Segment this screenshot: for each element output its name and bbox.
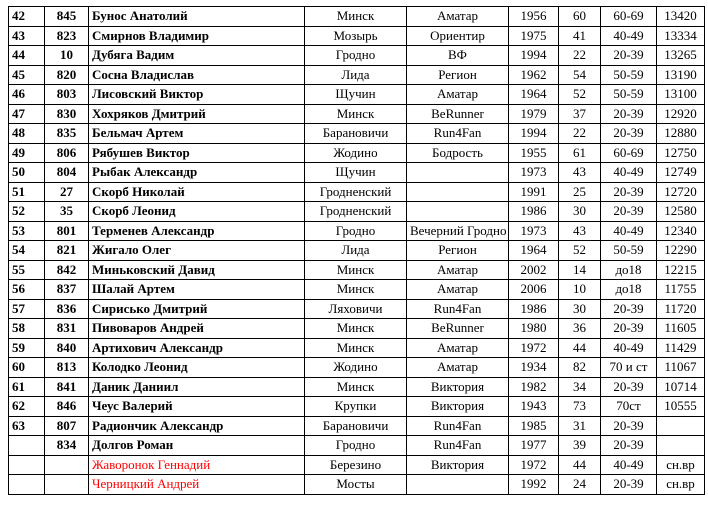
city-cell: Гродненский: [305, 202, 407, 222]
birth-year-cell: 1994: [509, 124, 559, 144]
bib-cell: 801: [45, 221, 89, 241]
club-cell: Run4Fan: [407, 124, 509, 144]
city-cell: Минск: [305, 319, 407, 339]
place-cell: 62: [9, 397, 45, 417]
birth-year-cell: 1973: [509, 163, 559, 183]
club-cell: [407, 202, 509, 222]
age-group-cell: до18: [601, 280, 657, 300]
points-cell: 12920: [657, 104, 705, 124]
birth-year-cell: 2002: [509, 260, 559, 280]
birth-year-cell: 1956: [509, 7, 559, 27]
city-cell: Ляховичи: [305, 299, 407, 319]
city-cell: Щучин: [305, 85, 407, 105]
table-row: [9, 299, 705, 319]
birth-year-cell: 1977: [509, 436, 559, 456]
athlete-name-cell: Жаворонок Геннадий: [89, 455, 305, 475]
birth-year-cell: 1964: [509, 241, 559, 261]
place-cell: 50: [9, 163, 45, 183]
athlete-name-cell: Скорб Леонид: [89, 202, 305, 222]
bib-cell: 823: [45, 26, 89, 46]
place-cell: 52: [9, 202, 45, 222]
age-cell: 61: [559, 143, 601, 163]
age-cell: 73: [559, 397, 601, 417]
bib-cell: 35: [45, 202, 89, 222]
birth-year-cell: 1943: [509, 397, 559, 417]
points-cell: 12290: [657, 241, 705, 261]
club-cell: Бодрость: [407, 143, 509, 163]
birth-year-cell: 1985: [509, 416, 559, 436]
points-cell: 11067: [657, 358, 705, 378]
age-group-cell: 40-49: [601, 26, 657, 46]
club-cell: Аматар: [407, 280, 509, 300]
city-cell: Барановичи: [305, 124, 407, 144]
points-cell: сн.вр: [657, 475, 705, 495]
athlete-name-cell: Колодко Леонид: [89, 358, 305, 378]
place-cell: 51: [9, 182, 45, 202]
bib-cell: 840: [45, 338, 89, 358]
birth-year-cell: 1979: [509, 104, 559, 124]
birth-year-cell: 1964: [509, 85, 559, 105]
city-cell: Мосты: [305, 475, 407, 495]
age-group-cell: 20-39: [601, 182, 657, 202]
bib-cell: 831: [45, 319, 89, 339]
age-cell: 24: [559, 475, 601, 495]
place-cell: 48: [9, 124, 45, 144]
club-cell: Регион: [407, 65, 509, 85]
age-group-cell: 20-39: [601, 319, 657, 339]
birth-year-cell: 2006: [509, 280, 559, 300]
place-cell: 55: [9, 260, 45, 280]
age-cell: 43: [559, 221, 601, 241]
points-cell: 11720: [657, 299, 705, 319]
city-cell: Гродно: [305, 221, 407, 241]
age-group-cell: 50-59: [601, 241, 657, 261]
city-cell: Лида: [305, 65, 407, 85]
table-row: [9, 358, 705, 378]
place-cell: 47: [9, 104, 45, 124]
age-cell: 82: [559, 358, 601, 378]
club-cell: Ориентир: [407, 26, 509, 46]
age-cell: 41: [559, 26, 601, 46]
points-cell: [657, 436, 705, 456]
athlete-name-cell: Скорб Николай: [89, 182, 305, 202]
birth-year-cell: 1992: [509, 475, 559, 495]
club-cell: BeRunner: [407, 104, 509, 124]
athlete-name-cell: Жигало Олег: [89, 241, 305, 261]
bib-cell: 830: [45, 104, 89, 124]
athlete-name-cell: Черницкий Андрей: [89, 475, 305, 495]
bib-cell: [45, 455, 89, 475]
club-cell: Виктория: [407, 397, 509, 417]
age-group-cell: 20-39: [601, 202, 657, 222]
points-cell: 12340: [657, 221, 705, 241]
athlete-name-cell: Сирисько Дмитрий: [89, 299, 305, 319]
city-cell: Гродно: [305, 436, 407, 456]
city-cell: Минск: [305, 7, 407, 27]
birth-year-cell: 1975: [509, 26, 559, 46]
club-cell: BeRunner: [407, 319, 509, 339]
age-cell: 30: [559, 299, 601, 319]
club-cell: Виктория: [407, 455, 509, 475]
age-group-cell: 20-39: [601, 104, 657, 124]
age-cell: 44: [559, 455, 601, 475]
age-group-cell: 40-49: [601, 338, 657, 358]
city-cell: Крупки: [305, 397, 407, 417]
table-row: [9, 319, 705, 339]
table-row: [9, 280, 705, 300]
place-cell: 63: [9, 416, 45, 436]
bib-cell: 845: [45, 7, 89, 27]
athlete-name-cell: Артихович Александр: [89, 338, 305, 358]
table-row: [9, 338, 705, 358]
athlete-name-cell: Хохряков Дмитрий: [89, 104, 305, 124]
club-cell: Run4Fan: [407, 436, 509, 456]
bib-cell: 821: [45, 241, 89, 261]
age-cell: 14: [559, 260, 601, 280]
table-row: [9, 202, 705, 222]
table-row: [9, 143, 705, 163]
place-cell: 44: [9, 46, 45, 66]
club-cell: Вечерний Гродно: [407, 221, 509, 241]
age-group-cell: 20-39: [601, 416, 657, 436]
bib-cell: 27: [45, 182, 89, 202]
bib-cell: 10: [45, 46, 89, 66]
place-cell: 57: [9, 299, 45, 319]
place-cell: 46: [9, 85, 45, 105]
athlete-name-cell: Бельмач Артем: [89, 124, 305, 144]
city-cell: Гродненский: [305, 182, 407, 202]
city-cell: Гродно: [305, 46, 407, 66]
results-table: [8, 6, 705, 495]
athlete-name-cell: Бунос Анатолий: [89, 7, 305, 27]
age-cell: 54: [559, 65, 601, 85]
city-cell: Минск: [305, 280, 407, 300]
table-row: [9, 221, 705, 241]
athlete-name-cell: Миньковский Давид: [89, 260, 305, 280]
place-cell: [9, 475, 45, 495]
club-cell: Аматар: [407, 358, 509, 378]
age-cell: 30: [559, 202, 601, 222]
birth-year-cell: 1962: [509, 65, 559, 85]
table-row: [9, 455, 705, 475]
bib-cell: 836: [45, 299, 89, 319]
table-row: [9, 436, 705, 456]
bib-cell: 813: [45, 358, 89, 378]
age-cell: 22: [559, 46, 601, 66]
age-cell: 10: [559, 280, 601, 300]
city-cell: Минск: [305, 260, 407, 280]
birth-year-cell: 1973: [509, 221, 559, 241]
city-cell: Жодино: [305, 358, 407, 378]
points-cell: 12880: [657, 124, 705, 144]
age-group-cell: 20-39: [601, 475, 657, 495]
city-cell: Минск: [305, 338, 407, 358]
points-cell: 10714: [657, 377, 705, 397]
points-cell: 13100: [657, 85, 705, 105]
city-cell: Жодино: [305, 143, 407, 163]
club-cell: Аматар: [407, 260, 509, 280]
birth-year-cell: 1980: [509, 319, 559, 339]
bib-cell: 835: [45, 124, 89, 144]
city-cell: Березино: [305, 455, 407, 475]
age-group-cell: 20-39: [601, 46, 657, 66]
age-cell: 22: [559, 124, 601, 144]
place-cell: 56: [9, 280, 45, 300]
birth-year-cell: 1972: [509, 338, 559, 358]
table-row: [9, 26, 705, 46]
place-cell: 49: [9, 143, 45, 163]
table-row: [9, 416, 705, 436]
age-group-cell: 40-49: [601, 221, 657, 241]
age-cell: 52: [559, 241, 601, 261]
table-row: [9, 241, 705, 261]
age-cell: 44: [559, 338, 601, 358]
age-group-cell: 50-59: [601, 65, 657, 85]
birth-year-cell: 1972: [509, 455, 559, 475]
bib-cell: 803: [45, 85, 89, 105]
points-cell: 12750: [657, 143, 705, 163]
age-group-cell: 40-49: [601, 163, 657, 183]
city-cell: Лида: [305, 241, 407, 261]
points-cell: 12580: [657, 202, 705, 222]
city-cell: Щучин: [305, 163, 407, 183]
age-cell: 37: [559, 104, 601, 124]
points-cell: 13334: [657, 26, 705, 46]
club-cell: Аматар: [407, 7, 509, 27]
results-body: [9, 7, 705, 495]
points-cell: сн.вр: [657, 455, 705, 475]
birth-year-cell: 1986: [509, 299, 559, 319]
bib-cell: 842: [45, 260, 89, 280]
age-group-cell: 20-39: [601, 299, 657, 319]
birth-year-cell: 1991: [509, 182, 559, 202]
points-cell: 12749: [657, 163, 705, 183]
city-cell: Минск: [305, 104, 407, 124]
table-row: [9, 124, 705, 144]
bib-cell: 804: [45, 163, 89, 183]
points-cell: 11429: [657, 338, 705, 358]
club-cell: Run4Fan: [407, 299, 509, 319]
age-group-cell: 60-69: [601, 143, 657, 163]
points-cell: 13420: [657, 7, 705, 27]
city-cell: Мозырь: [305, 26, 407, 46]
points-cell: 13190: [657, 65, 705, 85]
club-cell: Аматар: [407, 338, 509, 358]
table-row: [9, 475, 705, 495]
bib-cell: 834: [45, 436, 89, 456]
place-cell: [9, 436, 45, 456]
bib-cell: 806: [45, 143, 89, 163]
bib-cell: 807: [45, 416, 89, 436]
city-cell: Барановичи: [305, 416, 407, 436]
table-row: [9, 260, 705, 280]
athlete-name-cell: Радиончик Александр: [89, 416, 305, 436]
club-cell: [407, 475, 509, 495]
place-cell: 43: [9, 26, 45, 46]
place-cell: 42: [9, 7, 45, 27]
table-row: [9, 182, 705, 202]
age-group-cell: 20-39: [601, 124, 657, 144]
table-row: [9, 104, 705, 124]
bib-cell: 837: [45, 280, 89, 300]
birth-year-cell: 1982: [509, 377, 559, 397]
athlete-name-cell: Шалай Артем: [89, 280, 305, 300]
birth-year-cell: 1994: [509, 46, 559, 66]
athlete-name-cell: Терменев Александр: [89, 221, 305, 241]
club-cell: ВФ: [407, 46, 509, 66]
club-cell: [407, 182, 509, 202]
age-cell: 34: [559, 377, 601, 397]
age-group-cell: 70ст: [601, 397, 657, 417]
athlete-name-cell: Пивоваров Андрей: [89, 319, 305, 339]
athlete-name-cell: Рябушев Виктор: [89, 143, 305, 163]
place-cell: 54: [9, 241, 45, 261]
place-cell: 60: [9, 358, 45, 378]
points-cell: 13265: [657, 46, 705, 66]
place-cell: 45: [9, 65, 45, 85]
age-group-cell: до18: [601, 260, 657, 280]
club-cell: Регион: [407, 241, 509, 261]
bib-cell: 841: [45, 377, 89, 397]
table-row: [9, 377, 705, 397]
age-cell: 52: [559, 85, 601, 105]
age-cell: 31: [559, 416, 601, 436]
city-cell: Минск: [305, 377, 407, 397]
table-row: [9, 7, 705, 27]
birth-year-cell: 1934: [509, 358, 559, 378]
age-group-cell: 20-39: [601, 436, 657, 456]
age-cell: 60: [559, 7, 601, 27]
place-cell: [9, 455, 45, 475]
club-cell: Аматар: [407, 85, 509, 105]
age-group-cell: 20-39: [601, 377, 657, 397]
table-row: [9, 65, 705, 85]
points-cell: 10555: [657, 397, 705, 417]
athlete-name-cell: Рыбак Александр: [89, 163, 305, 183]
age-group-cell: 70 и ст: [601, 358, 657, 378]
age-group-cell: 40-49: [601, 455, 657, 475]
age-group-cell: 50-59: [601, 85, 657, 105]
points-cell: 12720: [657, 182, 705, 202]
age-cell: 25: [559, 182, 601, 202]
table-row: [9, 85, 705, 105]
athlete-name-cell: Долгов Роман: [89, 436, 305, 456]
bib-cell: [45, 475, 89, 495]
athlete-name-cell: Даник Даниил: [89, 377, 305, 397]
points-cell: [657, 416, 705, 436]
table-row: [9, 46, 705, 66]
age-cell: 39: [559, 436, 601, 456]
place-cell: 59: [9, 338, 45, 358]
place-cell: 61: [9, 377, 45, 397]
athlete-name-cell: Смирнов Владимир: [89, 26, 305, 46]
place-cell: 53: [9, 221, 45, 241]
age-cell: 43: [559, 163, 601, 183]
athlete-name-cell: Чеус Валерий: [89, 397, 305, 417]
athlete-name-cell: Дубяга Вадим: [89, 46, 305, 66]
club-cell: Виктория: [407, 377, 509, 397]
athlete-name-cell: Сосна Владислав: [89, 65, 305, 85]
points-cell: 11755: [657, 280, 705, 300]
bib-cell: 820: [45, 65, 89, 85]
place-cell: 58: [9, 319, 45, 339]
age-cell: 36: [559, 319, 601, 339]
club-cell: [407, 163, 509, 183]
birth-year-cell: 1955: [509, 143, 559, 163]
table-row: [9, 163, 705, 183]
birth-year-cell: 1986: [509, 202, 559, 222]
bib-cell: 846: [45, 397, 89, 417]
athlete-name-cell: Лисовский Виктор: [89, 85, 305, 105]
club-cell: Run4Fan: [407, 416, 509, 436]
points-cell: 11605: [657, 319, 705, 339]
table-row: [9, 397, 705, 417]
points-cell: 12215: [657, 260, 705, 280]
age-group-cell: 60-69: [601, 7, 657, 27]
